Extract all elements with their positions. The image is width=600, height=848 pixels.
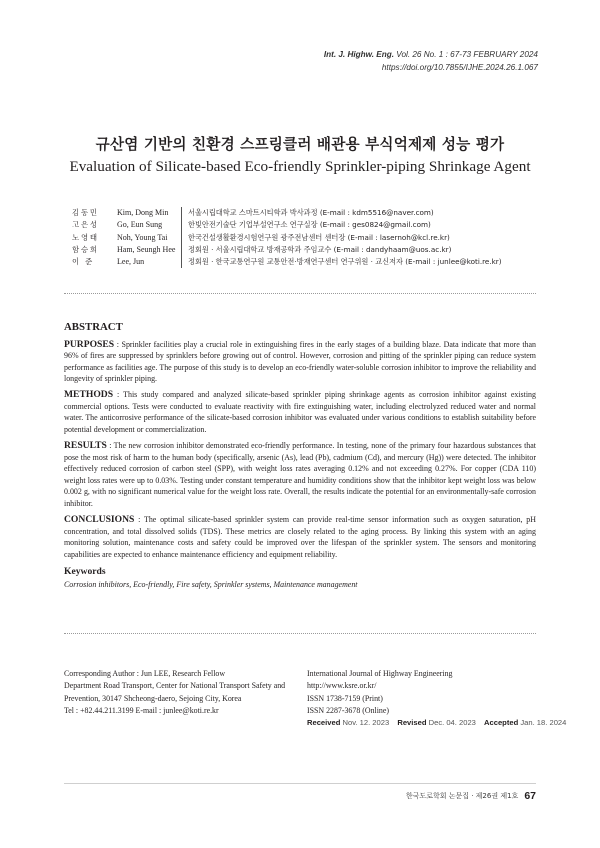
author-affiliation: 한국건설생활환경시험연구원 광주전남센터 센터장 (E-mail : lasernoh@kcl.re.kr) — [188, 232, 450, 242]
author-affiliation: 정회원 · 한국교통연구원 교통안전·방재연구센터 연구위원 · 교신저자 (E-mail : junlee@koti.re.kr) — [188, 257, 502, 267]
methods-label: METHODS — [64, 389, 114, 401]
page-number: 67 — [524, 790, 536, 802]
page-footer — [406, 790, 536, 802]
author-divider — [181, 232, 182, 244]
author-divider — [181, 256, 182, 268]
keywords-list: Corrosion inhibitors, Eco-friendly, Fire safety, Sprinkler systems, Maintenance management — [64, 579, 358, 589]
journal-name: International Journal of Highway Engineering — [307, 669, 453, 678]
doi-link[interactable]: https://doi.org/10.7855/IJHE.2024.26.1.067 — [381, 62, 538, 72]
journal-volume: Vol. 26 No. 1 : 67-73 FEBRUARY 2024 — [396, 50, 538, 59]
abstract-section — [64, 322, 536, 590]
author-row — [72, 256, 502, 268]
corresponding-line: Corresponding Author : Jun LEE, Research Fellow — [64, 669, 226, 678]
author-name-korean: 이 준 — [72, 257, 95, 267]
author-divider — [181, 244, 182, 256]
title-english: Evaluation of Silicate-based Eco-friendly Sprinkler-piping Shrinkage Agent — [69, 158, 531, 175]
title-korean: 규산염 기반의 친환경 스프링클러 배관용 부식억제제 성능 평가 — [95, 136, 505, 153]
results-text: : The new corrosion inhibitor demonstrated eco-friendly performance. In testing, none of the primary four hazardous substances that pose the most risk of harm to the human body (specifically, arsenic (As), lead (Pb), cadmium (Cd), and mercury (Hg)) were detected. The inhibitor effectively reduced corrosion of carbon steel (SPP), with weight loss rates averaging 0.12% and not exceeding 0.27%. For copper (CDA 110) weight loss rates were up to 0.03%. Testing under constant temperature and humidity conditions show that the inhibitor kept weight loss was below 0.002 g, with no significant numerical value for the weight loss rate. Overall, the results indicate the potential for an environmentally-safe corrosion inhibitor. — [64, 441, 536, 508]
article-history — [307, 717, 572, 729]
conclusions-paragraph — [64, 514, 536, 560]
purposes-label: PURPOSES — [64, 338, 115, 350]
corresponding-line: Tel : +82.44.211.3199 E-mail : junlee@koti.re.kr — [64, 705, 219, 715]
author-divider — [181, 219, 182, 231]
author-name-korean: 함승희 — [72, 244, 99, 254]
methods-paragraph — [64, 389, 536, 435]
author-name-english: Lee, Jun — [117, 257, 145, 267]
journal-info-block — [307, 668, 572, 729]
issn-online: ISSN 2287-3678 (Online) — [307, 705, 389, 715]
author-name-english: Noh, Young Tai — [117, 232, 168, 242]
dotted-divider — [64, 633, 536, 634]
corresponding-line: Prevention, 30147 Shcheong-daero, Sejoing City, Korea — [64, 693, 242, 703]
purposes-paragraph — [64, 339, 536, 385]
author-name-english: Go, Eun Sung — [117, 220, 163, 230]
footer-journal: 한국도로학회 논문집 · 제26권 제1호 — [405, 792, 519, 800]
author-name-korean: 김동민 — [72, 208, 99, 217]
author-affiliation: 정회원 · 서울시립대학교 방재공학과 주임교수 (E-mail : dandyhaam@uos.ac.kr) — [188, 244, 452, 254]
purposes-text: : Sprinkler facilities play a crucial role in extinguishing fires in the early stages of a building blaze. Data indicate that more than 96% of fires are suppressed by sprinklers before growing out of control. However, corrosion and pitting of the sprinkler piping can reduce system performance as facilities age. The purpose of this study is to develop an eco-friendly water-soluble corrosion inhibitor to improve the reliability and longevity of sprinkler piping. — [64, 339, 536, 384]
accepted-label: Accepted — [484, 718, 519, 728]
journal-url[interactable]: http://www.ksre.or.kr/ — [307, 681, 377, 691]
author-name-english: Ham, Seungh Hee — [117, 244, 176, 254]
methods-text: : This study compared and analyzed silicate-based sprinkler piping shrinkage agents as corrosion inhibitor against existing commercial options. Tests were conducted to evaluate reactivity with fire extinguishing water, including electrolyzed reduced water and normal water. The anticorrosive performance of the silicate-based corrosion inhibitor was evaluated under various conditions to establish suitability before potential development or commercialization. — [64, 390, 536, 434]
keywords-heading: Keywords — [64, 566, 106, 578]
author-row — [72, 219, 502, 231]
author-affiliation: 한빛안전기술단 기업부설연구소 연구실장 (E-mail : ges0824@gmail.com) — [188, 220, 431, 230]
author-list — [72, 207, 502, 268]
dotted-divider — [64, 293, 536, 294]
author-name-korean: 고은성 — [72, 220, 99, 230]
author-divider — [181, 207, 182, 219]
conclusions-text: : The optimal silicate-based sprinkler system can provide real-time sensor information such as oxygen saturation, pH concentration, and total dissolved solids (TDS). These metrics are closely related to the aging process. By linking this system with an aging monitoring solution, maintenance costs and safety could be improved over the lifespan of the sprinkler system. The sensors and monitoring capabilities are expected to enhance maintenance efficiency and equipment reliability. — [64, 514, 536, 559]
revised-label: Revised — [397, 718, 427, 728]
results-paragraph — [64, 440, 536, 509]
received-label: Received — [307, 718, 341, 728]
journal-abbrev: Int. J. Highw. Eng. — [323, 50, 395, 59]
abstract-heading: ABSTRACT — [64, 321, 123, 333]
corresponding-line: Department Road Transport, Center for National Transport Safety and — [64, 681, 286, 691]
author-row — [72, 232, 502, 244]
conclusions-label: CONCLUSIONS — [64, 513, 135, 525]
author-name-english: Kim, Dong Min — [117, 208, 169, 217]
author-affiliation: 서울시립대학교 스마트시티학과 박사과정 (E-mail : kdm5516@naver.com) — [188, 208, 434, 217]
author-row — [72, 244, 502, 256]
results-label: RESULTS — [64, 440, 107, 452]
accepted-date: Jan. 18. 2024 — [520, 718, 567, 728]
revised-date: Dec. 04. 2023 — [428, 718, 476, 728]
issn-print: ISSN 1738-7159 (Print) — [307, 693, 383, 703]
corresponding-author-block — [64, 668, 285, 717]
author-name-korean: 노영태 — [72, 232, 99, 242]
journal-header — [324, 49, 538, 74]
footer-rule — [64, 783, 536, 784]
received-date: Nov. 12. 2023 — [342, 718, 390, 728]
author-row — [72, 207, 502, 219]
